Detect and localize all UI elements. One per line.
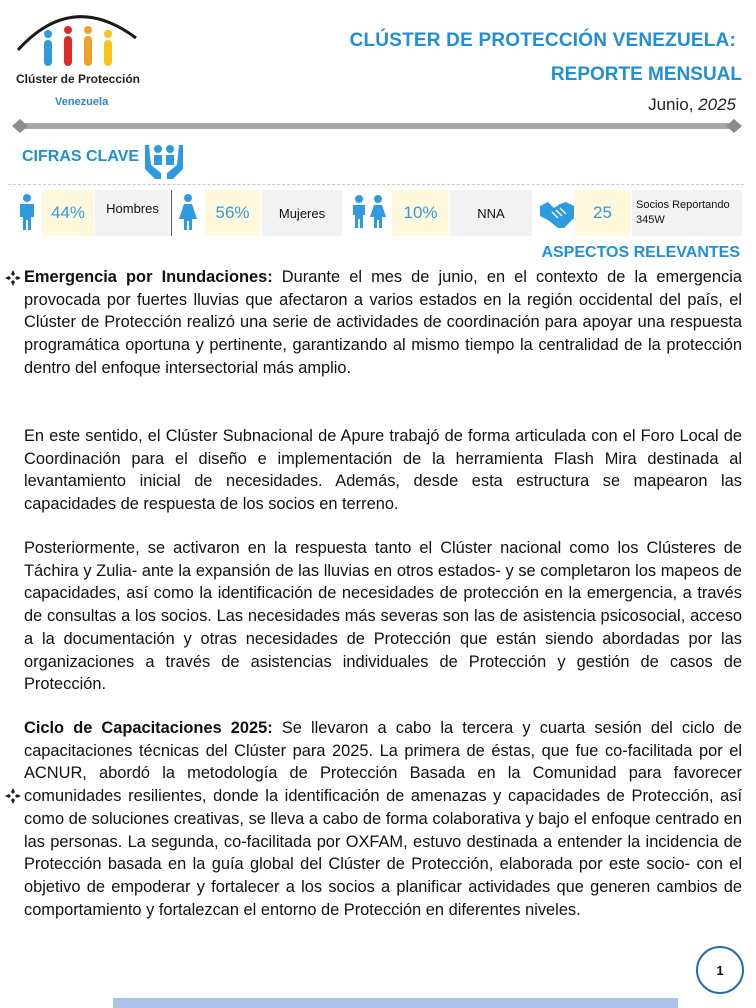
emergencia-paragraph-3: Posteriormente, se activaron en la respuesta tanto el Clúster nacional como los Clústeres de Táchira y Zulia- ante la expansión de las lluvias en otros estados- y se completaron los mapeos de capacidades, así como la identificación de necesidades de protección en la emergencia, a través de consultas a los socios. Las necesidades más severas son las de asistencia psicosocial, acceso a la documentación y otras necesidades de Protección que están siendo abordadas por las organizaciones a través de asistencias individuales de Protección y gestión de casos de Protección. (24, 539, 742, 694)
stat-label-partners: Socios Reportando 345W (632, 190, 742, 236)
diamond-bullet-icon (5, 270, 21, 286)
woman-icon (177, 194, 199, 230)
stat-value-partners: 25 (575, 190, 630, 236)
report-title-line2: REPORTE MENSUAL (550, 64, 742, 85)
logo-subtitle: Venezuela (55, 96, 109, 108)
children-icon (350, 194, 388, 228)
stat-value-children: 10% (392, 190, 449, 236)
section-capacitaciones (24, 717, 742, 921)
section-emergencia (24, 266, 742, 380)
diamond-bullet-icon (5, 788, 21, 804)
date-month: Junio, (648, 95, 699, 114)
logo-title: Clúster de Protección (15, 72, 141, 86)
cifras-clave-heading: CIFRAS CLAVE (22, 148, 140, 165)
stat-value-women: 56% (205, 190, 260, 236)
footer-bar (113, 998, 678, 1008)
date-year: 2025 (698, 95, 736, 114)
emergencia-text-1: Durante el mes de junio, en el contexto de la emergencia provocada por fuertes lluvias que afectaron a varios estados en la región occidental del país, el Clúster de Protección realizó una serie de actividades de coordinación para apoyar una respuesta programática oportuna y pertinente, garantizando al mismo tiempo la centralidad de la protección dentro del enfoque intersectorial más amplio. (24, 268, 742, 377)
cluster-logo (8, 4, 148, 112)
stat-label-men: Hombres (95, 190, 170, 236)
section-divider (8, 184, 744, 185)
emergencia-paragraph-2: En este sentido, el Clúster Subnacional de Apure trabajó de forma articulada con el Foro Local de Coordinación para el diseño e implementación de la herramienta Flash Mira destinada al levantamiento inicial de necesidades. Además, desde esta estructura se mapearon las capacidades de respuesta de los socios en terreno. (24, 427, 742, 514)
aspectos-relevantes-heading: ASPECTOS RELEVANTES (541, 244, 740, 261)
emergencia-paragraph-1 (24, 266, 742, 380)
header-divider (12, 117, 742, 135)
emergencia-title: Emergencia por Inundaciones: (24, 268, 273, 286)
hands-people-icon (143, 139, 185, 179)
report-title-line1: CLÚSTER DE PROTECCIÓN VENEZUELA: (349, 30, 736, 51)
stat-separator (171, 190, 172, 236)
page-number: 1 (696, 946, 744, 994)
report-date (648, 95, 736, 115)
capacitaciones-paragraph (24, 717, 742, 921)
stat-label-women: Mujeres (262, 190, 342, 236)
capacitaciones-text: Se llevaron a cabo la tercera y cuarta sesión del ciclo de capacitaciones técnicas del Clúster para 2025. La primera de éstas, que fue co-facilitada por el ACNUR, abordó la metodología de Protección Basada en la Comunidad para favorecer comunidades resilientes, donde la identificación de amenazas y capacidades de Protección, así como de soluciones creativas, se lleva a cabo de forma colaborativa y bajo el enfoque centrado en las personas. La segunda, co-facilitada por OXFAM, estuvo destinada a entender la incidencia de Protección basada en la guía global del Clúster de Protección, elaborada por este socio- con el objetivo de empoderar y fortalecer a los socios a planificar actividades que generen cambios de comportamiento y fortalezcan el entorno de Protección en diferentes niveles. (24, 719, 743, 919)
stat-label-children: NNA (450, 190, 532, 236)
man-icon (16, 194, 38, 230)
handshake-icon (540, 200, 574, 230)
stat-value-men: 44% (42, 190, 94, 236)
capacitaciones-title: Ciclo de Capacitaciones 2025: (24, 719, 273, 737)
logo-people-icon (38, 22, 128, 72)
